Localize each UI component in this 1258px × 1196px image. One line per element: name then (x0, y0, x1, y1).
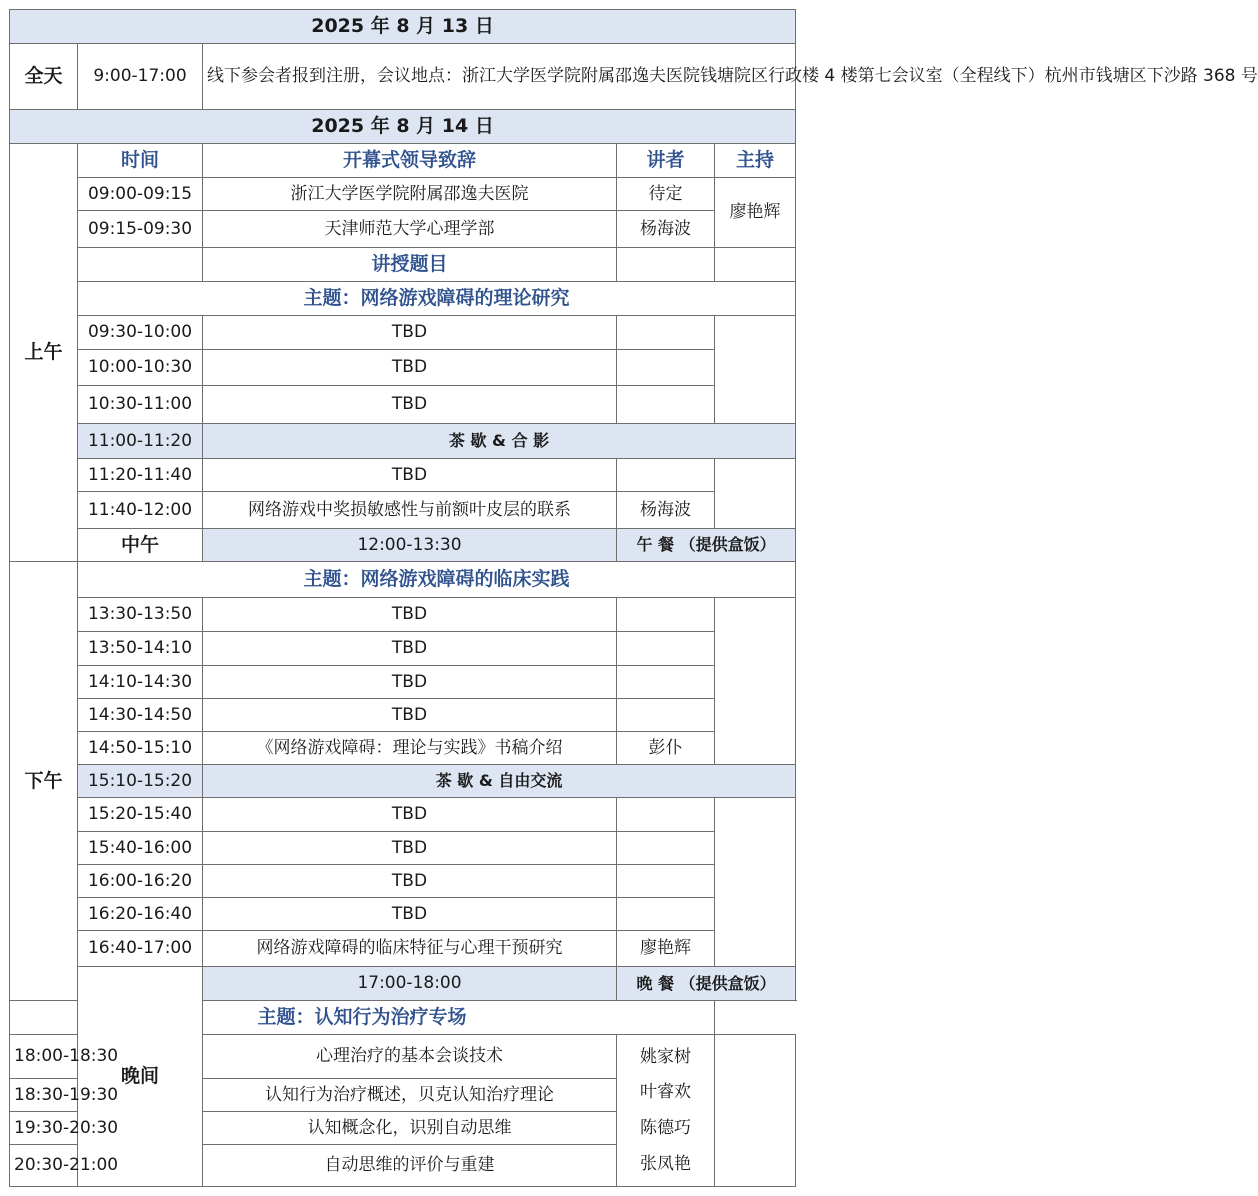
am-topic-5: 网络游戏中奖损敏感性与前额叶皮层的联系 (203, 492, 617, 529)
eve-speakers-cell (617, 1035, 715, 1187)
pm-speaker-1 (617, 598, 715, 632)
eve-time-3: 19:30-20:30 (10, 1112, 78, 1145)
eve-topic-4: 自动思维的评价与重建 (203, 1145, 617, 1187)
am-topic-3: TBD (203, 386, 617, 424)
pm-topic-3: TBD (203, 666, 617, 699)
pm-topic-9: TBD (203, 898, 617, 931)
theme-3: 主题：认知行为治疗专场 (10, 1001, 715, 1035)
day1-note: 线下参会者报到注册，会议地点：浙江大学医学院附属邵逸夫医院钱塘院区行政楼 4 楼第七会议室（全程线下）杭州市钱塘区下沙路 368 号 (203, 44, 796, 110)
period-morning: 上午 (10, 144, 78, 562)
am-speaker-2 (617, 350, 715, 386)
lunch-label: 午 餐 （提供盒饭） (617, 529, 796, 562)
opening-speaker-1: 待定 (617, 178, 715, 211)
pm-time-5: 14:50-15:10 (78, 732, 203, 765)
am-host-cell-2 (715, 459, 796, 529)
eve-time-4: 20:30-21:00 (10, 1145, 78, 1187)
eve-host-cell (715, 1035, 796, 1187)
am-speaker-5: 杨海波 (617, 492, 715, 529)
pm-break-label: 茶 歇 & 自由交流 (203, 765, 796, 798)
pm-time-10: 16:40-17:00 (78, 931, 203, 967)
blank-cell (715, 248, 796, 282)
am-topic-1: TBD (203, 316, 617, 350)
blank-cell (617, 248, 715, 282)
day2-date: 2025 年 8 月 14 日 (10, 110, 796, 144)
pm-topic-4: TBD (203, 699, 617, 732)
pm-topic-10: 网络游戏障碍的临床特征与心理干预研究 (203, 931, 617, 967)
theme-1: 主题：网络游戏障碍的理论研究 (78, 282, 796, 316)
pm-time-9: 16:20-16:40 (78, 898, 203, 931)
pm-topic-2: TBD (203, 632, 617, 666)
pm-topic-1: TBD (203, 598, 617, 632)
day1-time: 9:00-17:00 (78, 44, 203, 110)
eve-speaker-3: 陈德巧 (640, 1118, 691, 1139)
pm-break-time: 15:10-15:20 (78, 765, 203, 798)
pm-topic-7: TBD (203, 832, 617, 865)
am-speaker-4 (617, 459, 715, 492)
dinner-label: 晚 餐 （提供盒饭） (617, 967, 796, 1001)
eve-topic-3: 认知概念化，识别自动思维 (203, 1112, 617, 1145)
period-noon: 中午 (78, 529, 203, 562)
am-speaker-3 (617, 386, 715, 424)
am-break-time: 11:00-11:20 (78, 424, 203, 459)
header-speaker: 讲者 (617, 144, 715, 178)
period-all-day: 全天 (10, 44, 78, 110)
pm-speaker-7 (617, 832, 715, 865)
opening-topic-1: 浙江大学医学院附属邵逸夫医院 (203, 178, 617, 211)
eve-time-2: 18:30-19:30 (10, 1079, 78, 1112)
pm-speaker-10: 廖艳辉 (617, 931, 715, 967)
dinner-time: 17:00-18:00 (203, 967, 617, 1001)
opening-host: 廖艳辉 (715, 178, 796, 248)
eve-topic-2: 认知行为治疗概述，贝克认知治疗理论 (203, 1079, 617, 1112)
day1-date: 2025 年 8 月 13 日 (10, 10, 796, 44)
eve-speaker-2: 叶睿欢 (640, 1082, 691, 1103)
pm-host-cell-2 (715, 798, 796, 967)
am-topic-4: TBD (203, 459, 617, 492)
opening-speaker-2: 杨海波 (617, 211, 715, 248)
am-topic-2: TBD (203, 350, 617, 386)
am-time-5: 11:40-12:00 (78, 492, 203, 529)
pm-topic-6: TBD (203, 798, 617, 832)
pm-topic-8: TBD (203, 865, 617, 898)
pm-speaker-9 (617, 898, 715, 931)
opening-topic-2: 天津师范大学心理学部 (203, 211, 617, 248)
pm-speaker-6 (617, 798, 715, 832)
header-opening: 开幕式领导致辞 (203, 144, 617, 178)
pm-speaker-8 (617, 865, 715, 898)
pm-time-7: 15:40-16:00 (78, 832, 203, 865)
eve-time-1: 18:00-18:30 (10, 1035, 78, 1079)
opening-time-2: 09:15-09:30 (78, 211, 203, 248)
am-time-4: 11:20-11:40 (78, 459, 203, 492)
header-time: 时间 (78, 144, 203, 178)
opening-time-1: 09:00-09:15 (78, 178, 203, 211)
pm-time-8: 16:00-16:20 (78, 865, 203, 898)
pm-time-4: 14:30-14:50 (78, 699, 203, 732)
theme-2: 主题：网络游戏障碍的临床实践 (78, 562, 796, 598)
am-time-3: 10:30-11:00 (78, 386, 203, 424)
schedule-table (9, 9, 1258, 1187)
pm-time-3: 14:10-14:30 (78, 666, 203, 699)
am-time-2: 10:00-10:30 (78, 350, 203, 386)
am-break-label: 茶 歇 & 合 影 (203, 424, 796, 459)
pm-time-2: 13:50-14:10 (78, 632, 203, 666)
pm-speaker-2 (617, 632, 715, 666)
pm-topic-5: 《网络游戏障碍：理论与实践》书稿介绍 (203, 732, 617, 765)
period-evening: 晚间 (78, 967, 203, 1187)
header-host: 主持 (715, 144, 796, 178)
pm-host-cell (715, 598, 796, 765)
pm-time-6: 15:20-15:40 (78, 798, 203, 832)
period-afternoon: 下午 (10, 562, 78, 1001)
am-time-1: 09:30-10:00 (78, 316, 203, 350)
eve-topic-1: 心理治疗的基本会谈技术 (203, 1035, 617, 1079)
pm-speaker-5: 彭仆 (617, 732, 715, 765)
pm-time-1: 13:30-13:50 (78, 598, 203, 632)
lecture-title-header: 讲授题目 (203, 248, 617, 282)
lunch-time: 12:00-13:30 (203, 529, 617, 562)
blank-cell (78, 248, 203, 282)
eve-speaker-4: 张凤艳 (640, 1154, 691, 1175)
pm-speaker-3 (617, 666, 715, 699)
am-speaker-1 (617, 316, 715, 350)
eve-speaker-1: 姚家树 (640, 1046, 691, 1067)
am-host-cell (715, 316, 796, 424)
pm-speaker-4 (617, 699, 715, 732)
